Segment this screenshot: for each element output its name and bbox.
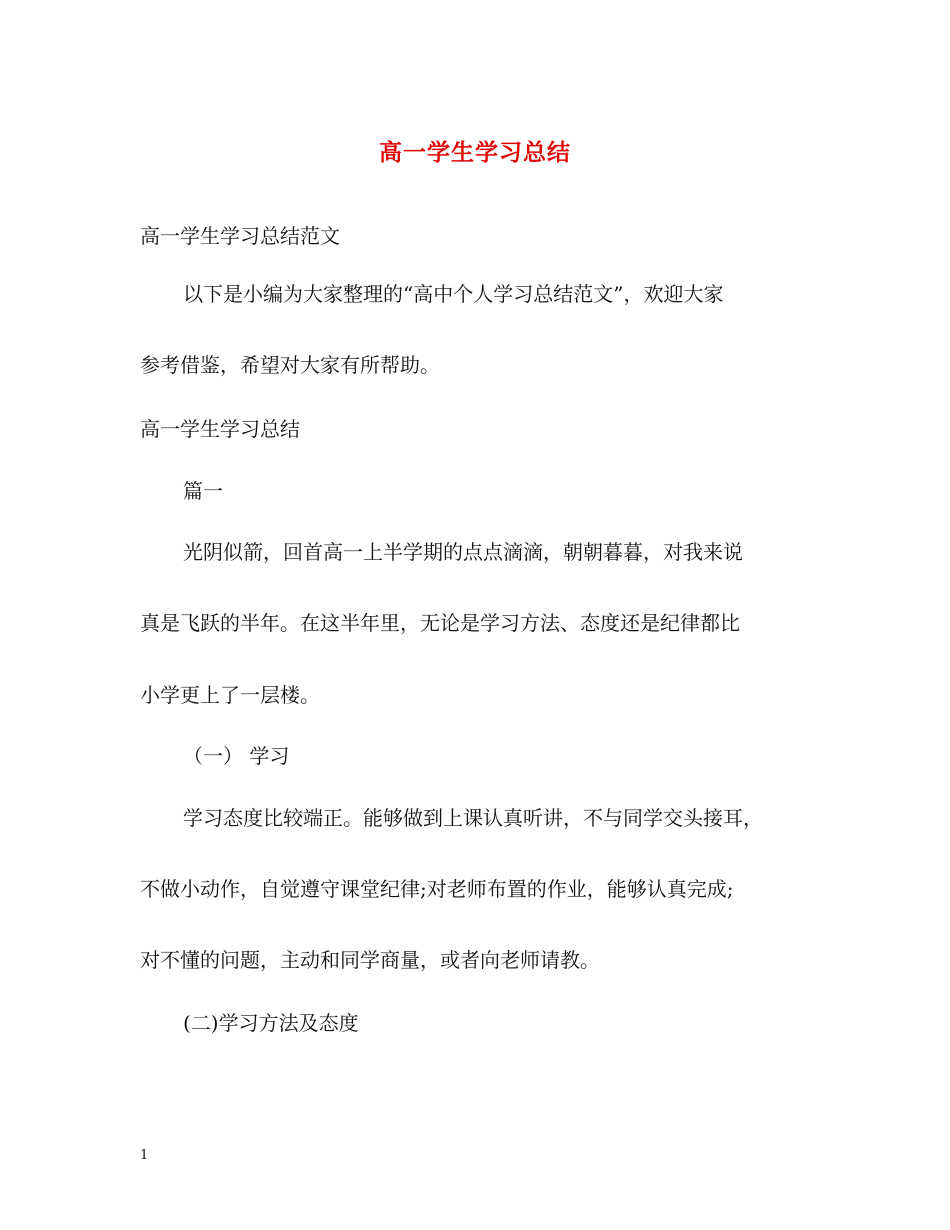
page-number: 1 xyxy=(140,1148,149,1163)
subsection-heading-1: （一） 学习 xyxy=(183,744,290,768)
subtitle-line: 高一学生学习总结范文 xyxy=(140,224,340,248)
document-title: 高一学生学习总结 xyxy=(379,139,571,166)
paragraph-1-line-3: 小学更上了一层楼。 xyxy=(140,683,320,707)
paragraph-1-line-1: 光阴似箭，回首高一上半学期的点点滴滴，朝朝暮暮，对我来说 xyxy=(183,540,743,564)
section-heading: 高一学生学习总结 xyxy=(140,417,300,441)
paragraph-2-line-3: 对不懂的问题，主动和同学商量，或者向老师请教。 xyxy=(140,948,600,972)
intro-paragraph-line-2: 参考借鉴，希望对大家有所帮助。 xyxy=(140,353,440,377)
paragraph-2-line-1: 学习态度比较端正。能够做到上课认真听讲，不与同学交头接耳， xyxy=(183,806,763,830)
part-label: 篇一 xyxy=(183,479,223,503)
paragraph-2-line-2: 不做小动作，自觉遵守课堂纪律;对老师布置的作业，能够认真完成; xyxy=(140,877,734,901)
intro-paragraph-line-1: 以下是小编为大家整理的“高中个人学习总结范文”，欢迎大家 xyxy=(183,282,724,306)
subsection-heading-2: (二)学习方法及态度 xyxy=(183,1011,359,1035)
paragraph-1-line-2: 真是飞跃的半年。在这半年里，无论是学习方法、态度还是纪律都比 xyxy=(140,611,740,635)
